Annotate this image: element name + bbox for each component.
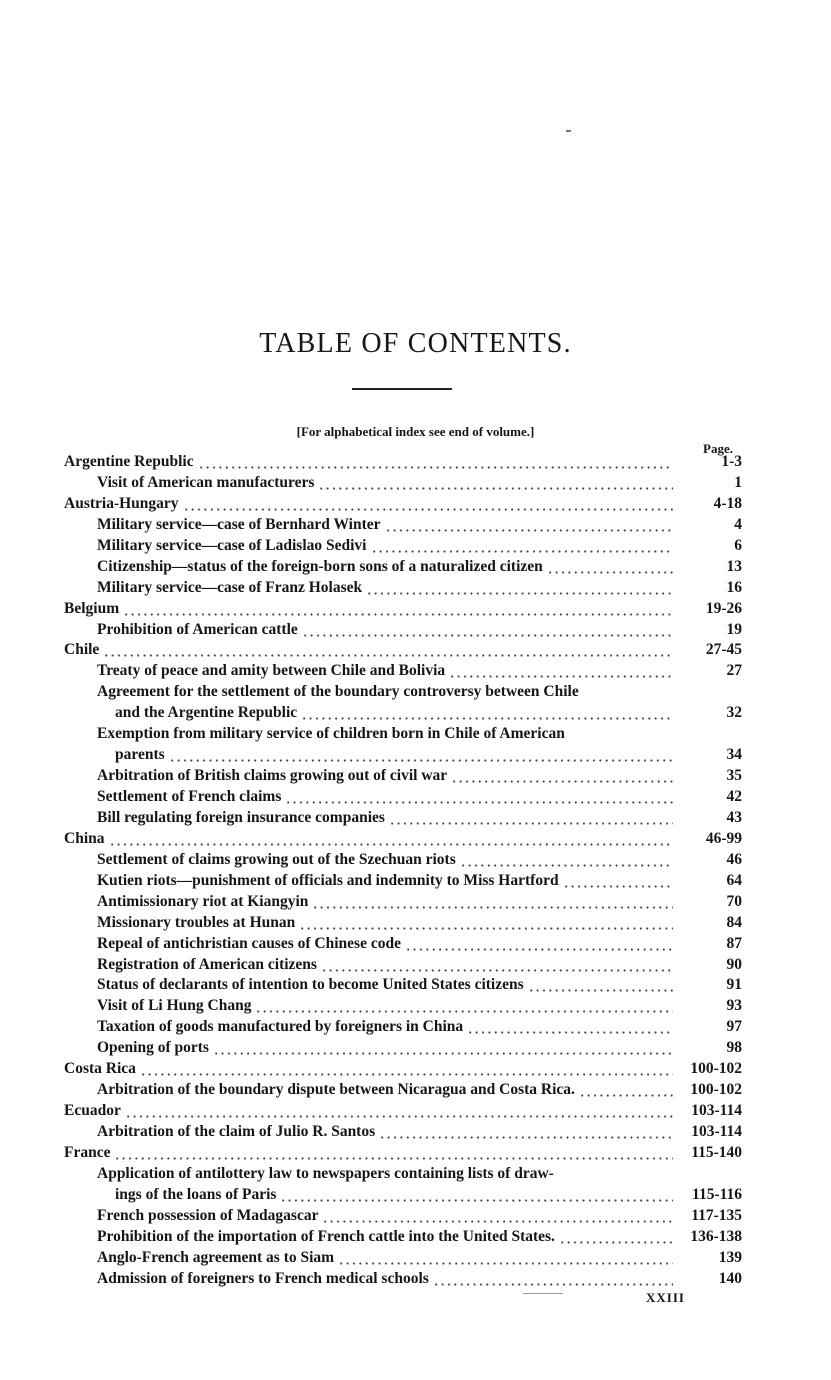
toc-entry-text: Repeal of antichristian causes of Chinese code	[97, 934, 401, 952]
toc-subentry	[0, 661, 831, 682]
toc-leader-line	[97, 955, 673, 976]
toc-page-number: 43	[726, 808, 742, 826]
dot-leader	[449, 664, 673, 678]
toc-subentry	[0, 536, 831, 557]
toc-subentry	[0, 808, 831, 829]
toc-leader-line	[64, 1101, 673, 1122]
toc-entry-text: ings of the loans of Paris	[115, 1185, 277, 1203]
dot-leader	[366, 581, 673, 595]
toc-page-number: 32	[726, 704, 742, 722]
toc-subentry	[0, 766, 831, 787]
toc-country-entry	[0, 1101, 831, 1122]
toc-leader-line	[97, 934, 673, 955]
toc-leader-line	[97, 1017, 673, 1038]
toc-subentry	[0, 682, 831, 724]
toc-leader-line	[97, 1080, 673, 1101]
toc-entry-text: France	[64, 1143, 111, 1161]
toc-entry-text: Ecuador	[64, 1102, 121, 1120]
toc-country-entry	[0, 640, 831, 661]
toc-leader-line	[64, 640, 673, 661]
toc-leader-line	[97, 1122, 673, 1143]
toc-subentry	[0, 1164, 831, 1206]
toc-page-number: 64	[726, 871, 742, 889]
dot-leader	[114, 1146, 673, 1160]
toc-subentry	[0, 473, 831, 494]
toc-entry-text: Treaty of peace and amity between Chile and Bolivia	[97, 662, 446, 680]
toc-page-number: 136-138	[690, 1227, 742, 1245]
toc-page-number: 115-116	[692, 1185, 742, 1203]
dot-leader	[301, 706, 673, 720]
toc-entry-text: Citizenship—status of the foreign-born sons of a naturalized citizen	[97, 557, 543, 575]
toc-subentry	[0, 620, 831, 641]
page-folio: XXIII	[646, 1290, 685, 1305]
toc-page-number: 139	[718, 1248, 742, 1266]
toc-entry-text: Visit of Li Hung Chang	[97, 997, 252, 1015]
toc-leader-line	[115, 703, 673, 724]
toc-subentry	[0, 557, 831, 578]
toc-page-number: 90	[726, 955, 742, 973]
footer-dash	[523, 1293, 563, 1294]
toc-entry-text: Arbitration of the boundary dispute between Nicaragua and Costa Rica.	[97, 1081, 575, 1099]
dot-leader	[467, 1020, 673, 1034]
toc-leader-line	[97, 808, 673, 829]
toc-entry-text-line1: Agreement for the settlement of the boundary controversy between Chile	[97, 683, 579, 701]
toc-subentry	[0, 934, 831, 955]
toc-leader-line	[64, 1143, 673, 1164]
toc-page-number: 34	[726, 746, 742, 764]
dot-leader	[285, 790, 673, 804]
toc-entry-text: Prohibition of American cattle	[97, 620, 298, 638]
toc-entry-text: French possession of Madagascar	[97, 1206, 319, 1224]
dot-leader	[389, 811, 673, 825]
toc-subentry	[0, 1017, 831, 1038]
dot-leader	[371, 539, 674, 553]
dot-leader	[460, 853, 673, 867]
toc-subentry	[0, 724, 831, 766]
toc-entry-text: Missionary troubles at Hunan	[97, 913, 296, 931]
toc-entry-text: Kutien riots—punishment of officials and indemnity to Miss Hartford	[97, 871, 559, 889]
toc-page-number: 87	[726, 934, 742, 952]
toc-page-number: 117-135	[691, 1206, 742, 1224]
toc-page-number: 4-18	[713, 494, 742, 512]
toc-page-number: 27	[726, 662, 742, 680]
toc-entry-text: Arbitration of British claims growing out of civil war	[97, 767, 448, 785]
toc-page-number: 19-26	[705, 599, 742, 617]
toc-entry-text-line1: Exemption from military service of children born in Chile of American	[97, 725, 565, 743]
toc-page-number: 1-3	[721, 453, 742, 470]
toc-leader-line	[97, 557, 673, 578]
dot-leader	[125, 1104, 673, 1118]
toc-leader-line	[97, 787, 673, 808]
toc-leader-line	[64, 599, 673, 620]
toc-leader-line	[97, 620, 673, 641]
dot-leader	[322, 1209, 673, 1223]
toc-leader-line	[97, 913, 673, 934]
toc-entry-text: Belgium	[64, 599, 120, 617]
toc-subentry	[0, 996, 831, 1017]
toc-entry-text: Visit of American manufacturers	[97, 473, 315, 491]
toc-entry-text: Military service—case of Franz Holasek	[97, 578, 363, 596]
toc-entry-text: Military service—case of Bernhard Winter	[97, 515, 381, 533]
toc-entry-text: Military service—case of Ladislao Sedivi	[97, 536, 367, 554]
toc-country-entry	[0, 1059, 831, 1080]
dot-leader	[547, 560, 673, 574]
toc-leader-line	[64, 829, 673, 850]
dot-leader	[379, 1125, 673, 1139]
dot-leader	[183, 497, 673, 511]
toc-entry-text: Registration of American citizens	[97, 955, 317, 973]
toc-page-number: 98	[726, 1039, 742, 1057]
toc-entry-text: Austria-Hungary	[64, 494, 179, 512]
table-of-contents	[0, 452, 831, 1290]
toc-entry-text: China	[64, 829, 105, 847]
toc-subentry	[0, 955, 831, 976]
dot-leader	[451, 769, 673, 783]
toc-leader-line	[97, 892, 673, 913]
toc-leader-line	[64, 494, 673, 515]
dot-leader	[528, 978, 673, 992]
index-note: [For alphabetical index see end of volume.]	[296, 424, 535, 439]
toc-subentry	[0, 1122, 831, 1143]
dot-leader	[169, 748, 673, 762]
toc-page-number: 93	[726, 997, 742, 1015]
dot-leader	[433, 1272, 673, 1286]
toc-subentry	[0, 975, 831, 996]
toc-page-number: 70	[726, 892, 742, 910]
toc-subentry	[0, 1038, 831, 1059]
toc-subentry	[0, 1206, 831, 1227]
toc-entry-text: Argentine Republic	[64, 453, 194, 470]
toc-leader-line	[97, 473, 673, 494]
toc-page-number: 115-140	[691, 1143, 742, 1161]
toc-leader-line	[97, 1248, 673, 1269]
toc-subentry	[0, 850, 831, 871]
dot-leader	[405, 937, 673, 951]
toc-entry-text: Costa Rica	[64, 1060, 136, 1078]
title-rule	[352, 388, 452, 390]
toc-leader-line	[97, 661, 673, 682]
toc-entry-text-line1: Application of antilottery law to newspapers containing lists of draw-	[97, 1164, 554, 1182]
dot-leader	[338, 1251, 673, 1265]
dot-leader	[140, 1062, 673, 1076]
dot-leader	[103, 643, 673, 657]
toc-page-number: 97	[726, 1018, 742, 1036]
dot-leader	[213, 1041, 673, 1055]
toc-page-number: 140	[718, 1269, 742, 1287]
toc-subentry	[0, 892, 831, 913]
toc-leader-line	[97, 1206, 673, 1227]
toc-country-entry	[0, 1143, 831, 1164]
dot-leader	[318, 476, 673, 490]
toc-country-entry	[0, 829, 831, 850]
toc-leader-line	[97, 996, 673, 1017]
toc-subentry	[0, 1227, 831, 1248]
toc-entry-text: Arbitration of the claim of Julio R. Santos	[97, 1123, 376, 1141]
scan-speck	[566, 130, 571, 132]
toc-entry-text: and the Argentine Republic	[115, 704, 298, 722]
toc-page-number: 1	[734, 473, 742, 491]
toc-page-number: 16	[726, 578, 742, 596]
toc-page-number: 6	[734, 536, 742, 554]
dot-leader	[255, 999, 673, 1013]
toc-entry-text: Settlement of claims growing out of the Szechuan riots	[97, 850, 456, 868]
toc-entry-text: Admission of foreigners to French medical schools	[97, 1269, 429, 1287]
toc-page-number: 103-114	[691, 1102, 742, 1120]
toc-leader-line	[97, 536, 673, 557]
page-title: TABLE OF CONTENTS.	[259, 328, 572, 359]
toc-entry-text: Status of declarants of intention to become United States citizens	[97, 976, 524, 994]
toc-subentry	[0, 1248, 831, 1269]
toc-leader-line	[97, 1227, 673, 1248]
toc-subentry	[0, 787, 831, 808]
toc-leader-line	[64, 452, 673, 473]
toc-page-number: 46-99	[705, 829, 742, 847]
toc-subentry	[0, 578, 831, 599]
toc-page-number: 19	[726, 620, 742, 638]
toc-page-number: 103-114	[691, 1123, 742, 1141]
toc-leader-line	[97, 515, 673, 536]
toc-entry-text: Bill regulating foreign insurance companies	[97, 808, 385, 826]
toc-entry-text: Anglo-French agreement as to Siam	[97, 1248, 335, 1266]
dot-leader	[123, 602, 673, 616]
toc-page-number: 4	[734, 515, 742, 533]
toc-leader-line	[97, 975, 673, 996]
dot-leader	[385, 518, 673, 532]
dot-leader	[321, 958, 673, 972]
toc-leader-line	[97, 766, 673, 787]
toc-leader-line	[97, 578, 673, 599]
dot-leader	[312, 895, 673, 909]
toc-leader-line	[64, 1059, 673, 1080]
toc-page-number: 13	[726, 557, 742, 575]
toc-leader-line	[97, 1269, 673, 1290]
toc-page-number: 42	[726, 788, 742, 806]
toc-leader-line	[97, 871, 673, 892]
toc-country-entry	[0, 494, 831, 515]
toc-subentry	[0, 515, 831, 536]
dot-leader	[579, 1083, 673, 1097]
toc-page-number: 91	[726, 976, 742, 994]
toc-page-number: 100-102	[690, 1081, 742, 1099]
toc-country-entry	[0, 452, 831, 473]
toc-subentry	[0, 1080, 831, 1101]
toc-leader-line	[115, 745, 673, 766]
toc-subentry	[0, 871, 831, 892]
dot-leader	[280, 1188, 673, 1202]
toc-page-number: 46	[726, 850, 742, 868]
toc-entry-text: Settlement of French claims	[97, 788, 282, 806]
toc-entry-text: Antimissionary riot at Kiangyin	[97, 892, 309, 910]
toc-page-number: 100-102	[690, 1060, 742, 1078]
dot-leader	[109, 832, 674, 846]
toc-page-number: 35	[726, 767, 742, 785]
toc-entry-text: Chile	[64, 641, 100, 659]
toc-entry-text: Opening of ports	[97, 1039, 209, 1057]
toc-page-number: 27-45	[705, 641, 742, 659]
toc-subentry	[0, 1269, 831, 1290]
toc-leader-line	[97, 850, 673, 871]
toc-leader-line	[115, 1185, 673, 1206]
toc-subentry	[0, 913, 831, 934]
dot-leader	[302, 623, 673, 637]
toc-country-entry	[0, 599, 831, 620]
toc-entry-text: Taxation of goods manufactured by foreigners in China	[97, 1018, 464, 1036]
dot-leader	[299, 916, 673, 930]
page-column-heading: Page.	[703, 441, 733, 456]
toc-page-number: 84	[726, 913, 742, 931]
dot-leader	[563, 874, 673, 888]
toc-entry-text: parents	[115, 746, 165, 764]
toc-entry-text: Prohibition of the importation of French cattle into the United States.	[97, 1227, 555, 1245]
dot-leader	[559, 1230, 673, 1244]
toc-leader-line	[97, 1038, 673, 1059]
dot-leader	[198, 455, 673, 469]
